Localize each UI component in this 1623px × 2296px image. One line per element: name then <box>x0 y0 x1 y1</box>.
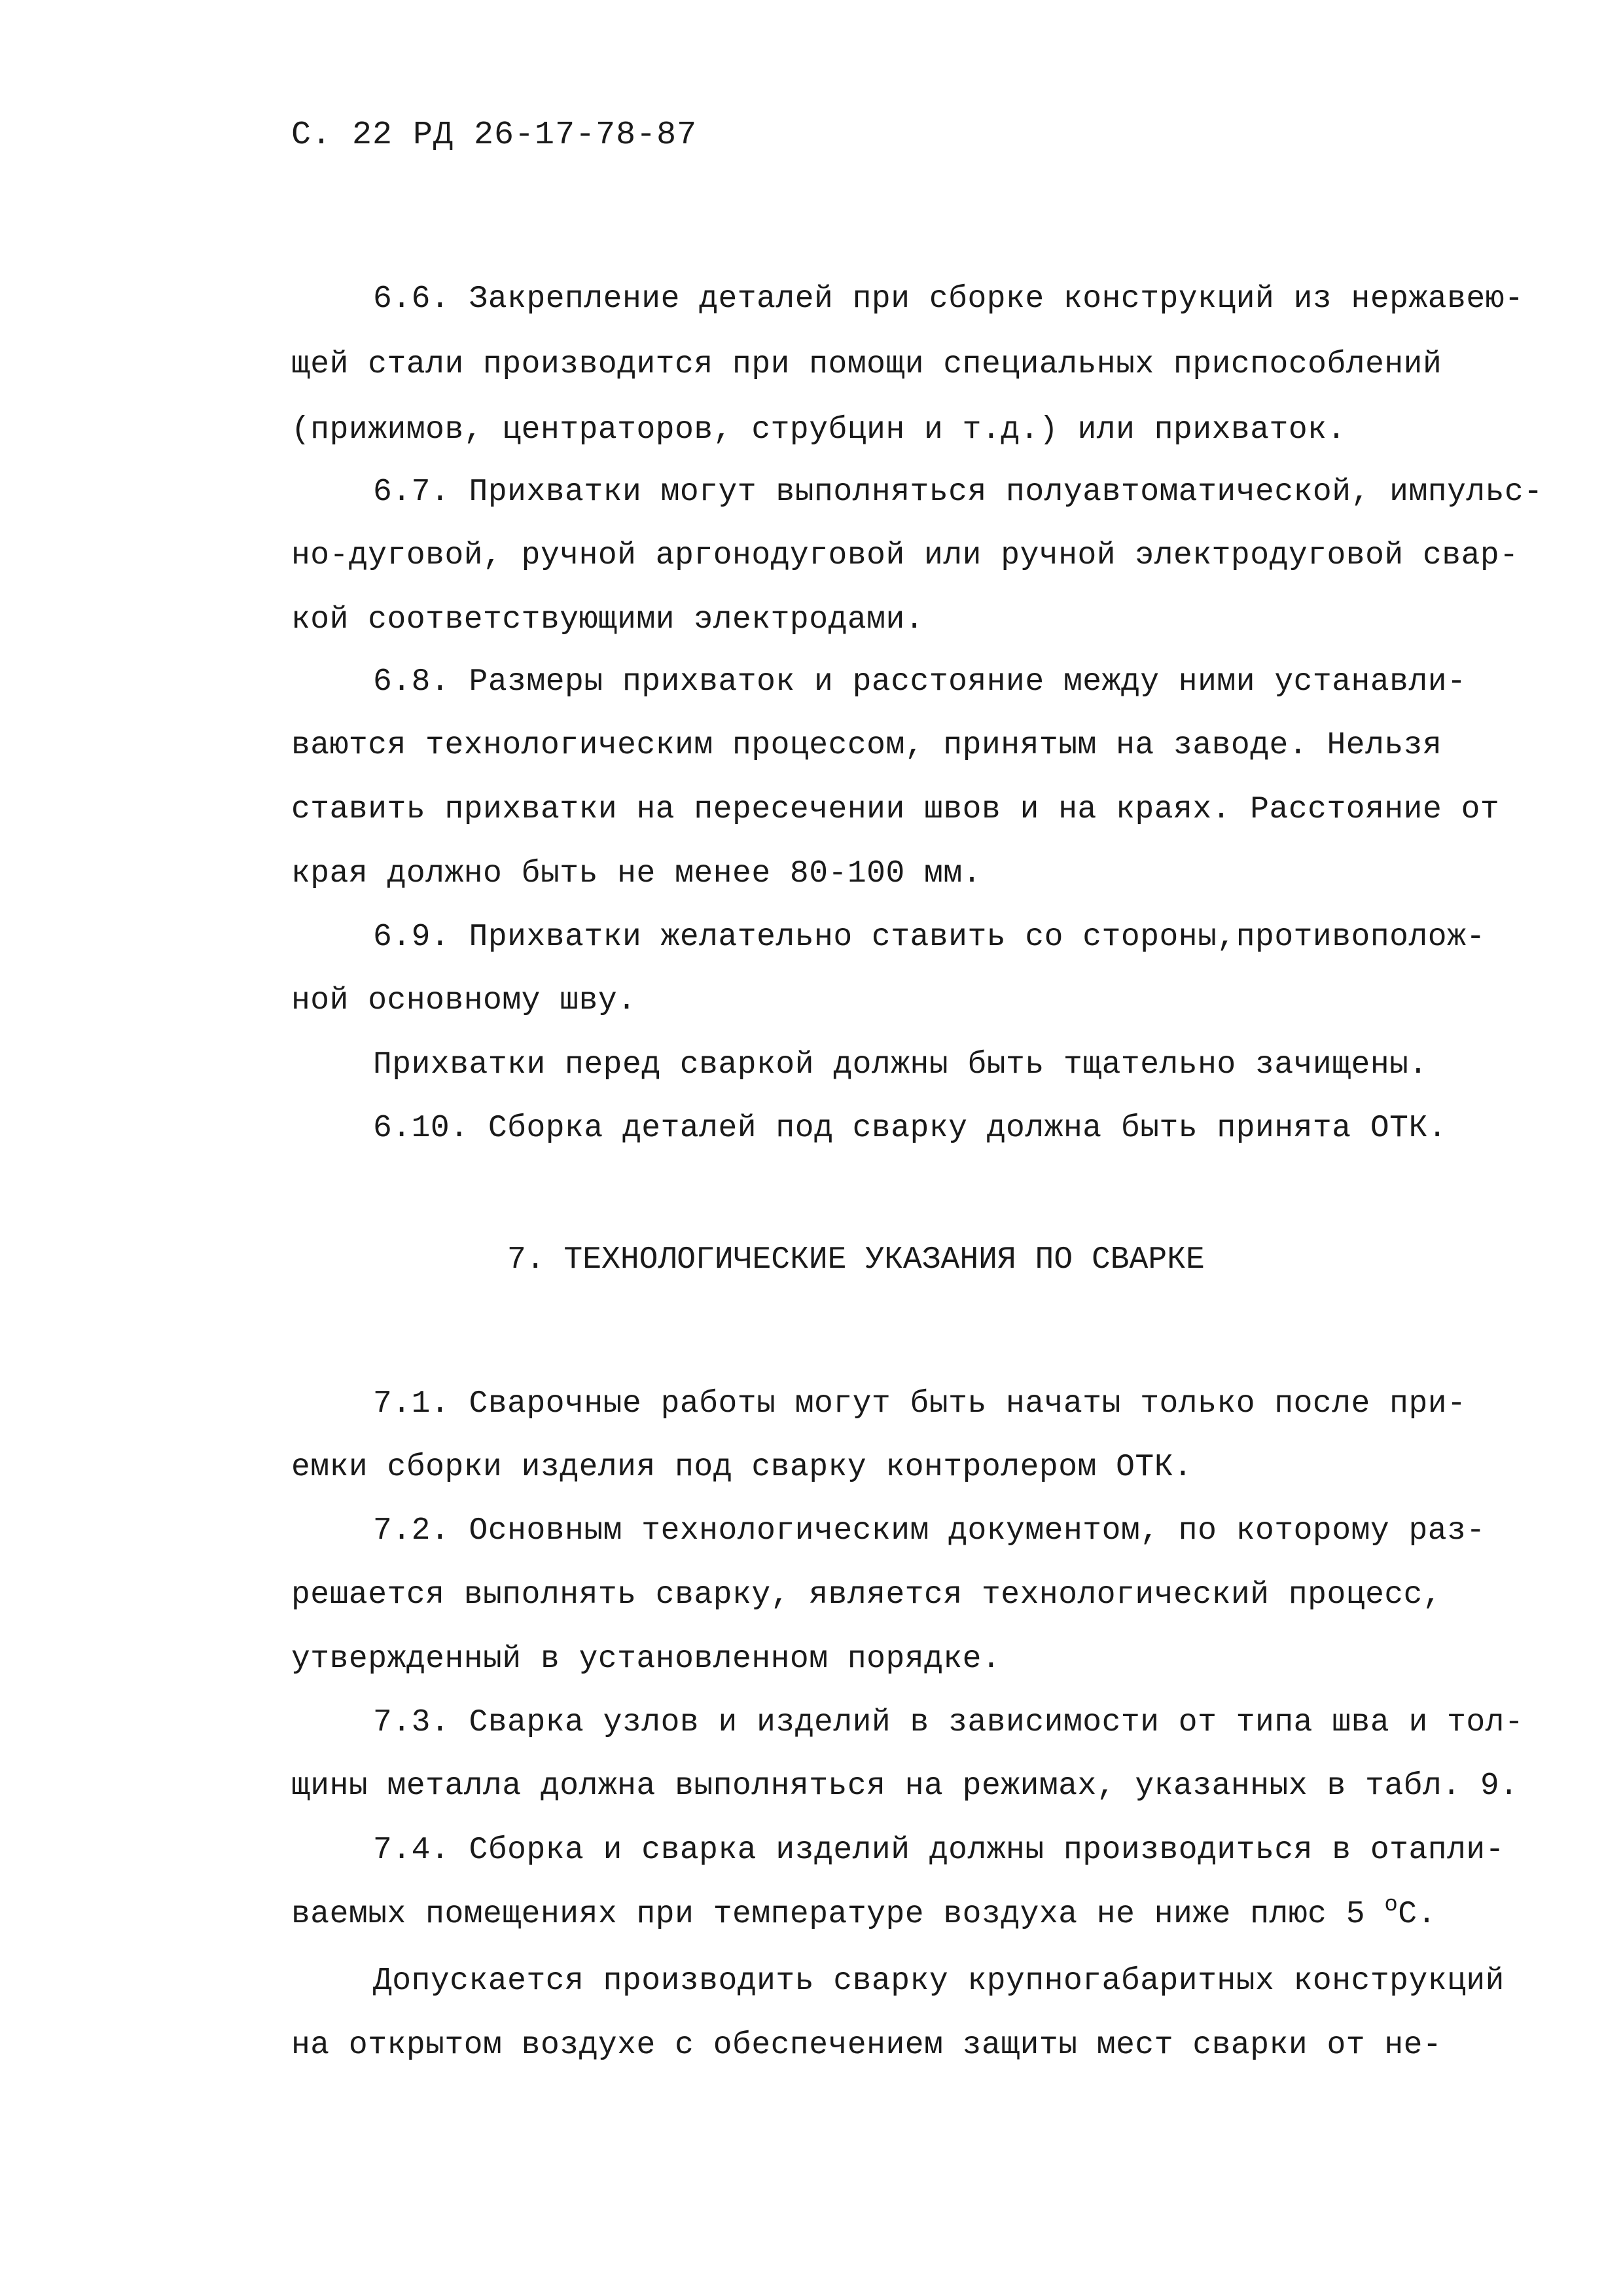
paragraph-6-8-line-4: края должно быть не менее 80-100 мм. <box>291 856 982 891</box>
paragraph-6-9-line-2: ной основному шву. <box>291 983 637 1018</box>
paragraph-6-9-line-1: 6.9. Прихватки желательно ставить со стороны,противополож- <box>373 920 1486 955</box>
page-header: С. 22 РД 26-17-78-87 <box>291 117 698 154</box>
paragraph-7-4-line-2-text: ваемых помещениях при температуре воздуха не ниже плюс 5 <box>291 1897 1385 1932</box>
paragraph-clean-tacks: Прихватки перед сваркой должны быть тщательно зачищены. <box>373 1047 1428 1083</box>
paragraph-6-7-line-3: кой соответствующими электродами. <box>291 602 925 637</box>
paragraph-7-3-line-2: щины металла должна выполняться на режимах, указанных в табл. 9. <box>291 1768 1519 1804</box>
paragraph-7-2-line-2: решается выполнять сварку, является технологический процесс, <box>291 1577 1442 1613</box>
paragraph-7-1-line-1: 7.1. Сварочные работы могут быть начаты только после при- <box>373 1386 1467 1422</box>
paragraph-6-10: 6.10. Сборка деталей под сварку должна быть принята ОТК. <box>373 1111 1448 1146</box>
paragraph-6-8-line-1: 6.8. Размеры прихваток и расстояние между ними устанавли- <box>373 664 1467 700</box>
paragraph-7-2-line-3: утвержденный в установленном порядке. <box>291 1641 1001 1677</box>
paragraph-7-3-line-1: 7.3. Сварка узлов и изделий в зависимости от типа шва и тол- <box>373 1705 1524 1740</box>
paragraph-open-air-line-2: на открытом воздухе с обеспечением защиты мест сварки от не- <box>291 2028 1442 2063</box>
paragraph-6-8-line-3: ставить прихватки на пересечении швов и на краях. Расстояние от <box>291 792 1500 827</box>
section-7-title: 7. ТЕХНОЛОГИЧЕСКИЕ УКАЗАНИЯ ПО СВАРКЕ <box>507 1242 1205 1278</box>
paragraph-6-7-line-1: 6.7. Прихватки могут выполняться полуавтоматической, импульс- <box>373 475 1543 510</box>
paragraph-7-1-line-2: емки сборки изделия под сварку контролером ОТК. <box>291 1450 1193 1485</box>
paragraph-6-8-line-2: ваются технологическим процессом, принятым на заводе. Нельзя <box>291 728 1442 763</box>
paragraph-6-6-line-2: щей стали производится при помощи специальных приспособлений <box>291 347 1442 382</box>
paragraph-open-air-line-1: Допускается производить сварку крупногабаритных конструкций <box>373 1964 1505 1999</box>
degree-superscript: о <box>1384 1893 1399 1918</box>
paragraph-7-4-line-2 <box>291 1893 1436 1932</box>
paragraph-6-7-line-2: но-дуговой, ручной аргонодуговой или ручной электродуговой свар- <box>291 538 1519 573</box>
celsius-unit: С. <box>1398 1897 1436 1932</box>
paragraph-6-6-line-1: 6.6. Закрепление деталей при сборке конструкций из нержавею- <box>373 281 1524 317</box>
paragraph-7-2-line-1: 7.2. Основным технологическим документом, по которому раз- <box>373 1513 1486 1549</box>
paragraph-7-4-line-1: 7.4. Сборка и сварка изделий должны производиться в отапли- <box>373 1833 1505 1868</box>
paragraph-6-6-line-3: (прижимов, центраторов, струбцин и т.д.) или прихваток. <box>291 412 1346 448</box>
